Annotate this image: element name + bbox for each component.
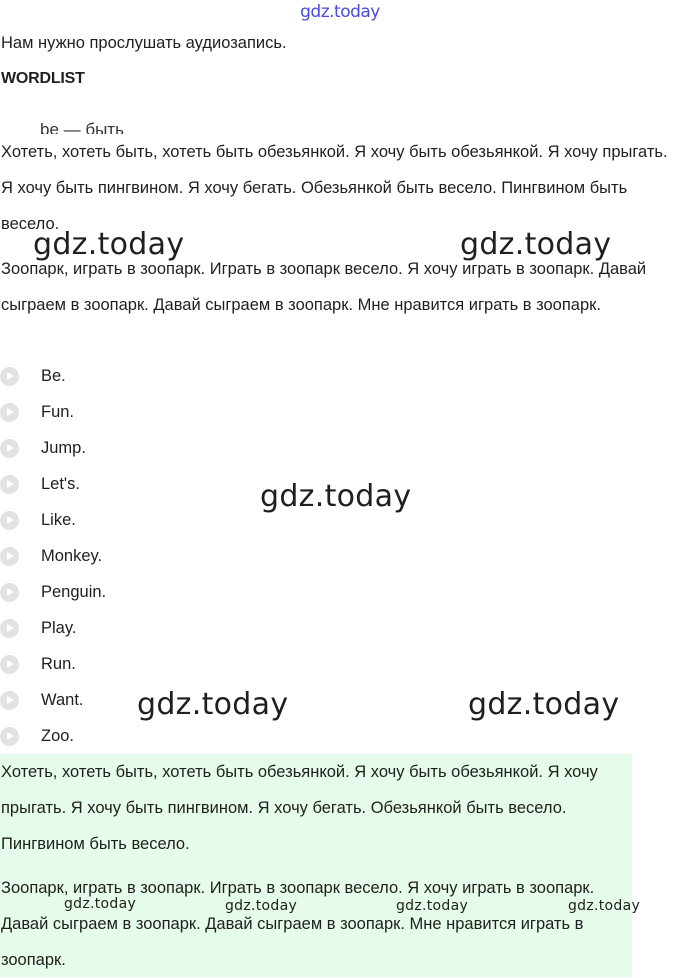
watermark: gdz.today bbox=[225, 898, 298, 914]
word-label: Monkey. bbox=[41, 546, 103, 565]
word-label: Want. bbox=[41, 690, 84, 709]
word-item bbox=[0, 358, 106, 394]
play-icon[interactable] bbox=[0, 691, 19, 710]
word-item bbox=[0, 394, 106, 430]
play-icon[interactable] bbox=[0, 655, 19, 674]
play-icon[interactable] bbox=[0, 403, 19, 422]
word-label: Penguin. bbox=[41, 582, 107, 601]
play-icon[interactable] bbox=[0, 439, 19, 458]
truncated-line: be — быть bbox=[40, 120, 124, 134]
text-paragraph-1: Хотеть, хотеть быть, хотеть быть обезьянкой. Я хочу быть обезьянкой. Я хочу прыгать. Я хочу быть пингвином. Я хочу бегать. Обезьянкой быть весело. Пингвином быть весело. bbox=[1, 143, 668, 233]
translation-paragraph-1: Хотеть, хотеть быть, хотеть быть обезьянкой. Я хочу быть обезьянкой. Я хочу прыгать. Я хочу быть пингвином. Я хочу бегать. Обезьянкой быть весело. Пингвином быть весело. bbox=[1, 763, 598, 853]
word-label: Play. bbox=[41, 618, 77, 637]
word-label: Fun. bbox=[41, 402, 75, 421]
word-label: Zoo. bbox=[41, 726, 75, 745]
watermark: gdz.today bbox=[137, 687, 289, 722]
play-icon[interactable] bbox=[0, 547, 19, 566]
text-paragraph-2: Зоопарк, играть в зоопарк. Играть в зоопарк весело. Я хочу играть в зоопарк. Давай сыграем в зоопарк. Давай сыграем в зоопарк. Мне нравится играть в зоопарк. bbox=[1, 260, 647, 314]
watermark: gdz.today bbox=[33, 227, 185, 262]
word-item bbox=[0, 646, 106, 682]
watermark: gdz.today bbox=[568, 898, 641, 914]
play-icon[interactable] bbox=[0, 619, 19, 638]
word-label: Run. bbox=[41, 654, 76, 673]
play-icon[interactable] bbox=[0, 727, 19, 746]
word-list bbox=[0, 358, 106, 754]
play-icon[interactable] bbox=[0, 475, 19, 494]
word-item bbox=[0, 502, 106, 538]
word-item bbox=[0, 538, 106, 574]
play-icon[interactable] bbox=[0, 583, 19, 602]
word-item bbox=[0, 430, 106, 466]
watermark: gdz.today bbox=[260, 479, 412, 514]
translation-paragraph-2: Зоопарк, играть в зоопарк. Играть в зоопарк весело. Я хочу играть в зоопарк. Давай сыграем в зоопарк. Давай сыграем в зоопарк. Мне нравится играть в зоопарк. bbox=[1, 879, 595, 969]
play-icon[interactable] bbox=[0, 367, 19, 386]
watermark: gdz.today bbox=[468, 687, 620, 722]
play-icon[interactable] bbox=[0, 511, 19, 530]
word-item bbox=[0, 682, 106, 718]
site-brand[interactable]: gdz.today bbox=[300, 2, 380, 22]
word-item bbox=[0, 466, 106, 502]
word-label: Be. bbox=[41, 366, 66, 385]
intro-text: Нам нужно прослушать аудиозапись. bbox=[1, 34, 287, 52]
word-label: Like. bbox=[41, 510, 76, 529]
word-label: Jump. bbox=[41, 438, 86, 457]
watermark: gdz.today bbox=[460, 227, 612, 262]
word-item bbox=[0, 610, 106, 646]
watermark: gdz.today bbox=[396, 898, 469, 914]
watermark: gdz.today bbox=[64, 896, 137, 912]
word-label: Let's. bbox=[41, 474, 80, 493]
word-item bbox=[0, 718, 106, 754]
wordlist-heading: WORDLIST bbox=[1, 70, 85, 87]
word-item bbox=[0, 574, 106, 610]
